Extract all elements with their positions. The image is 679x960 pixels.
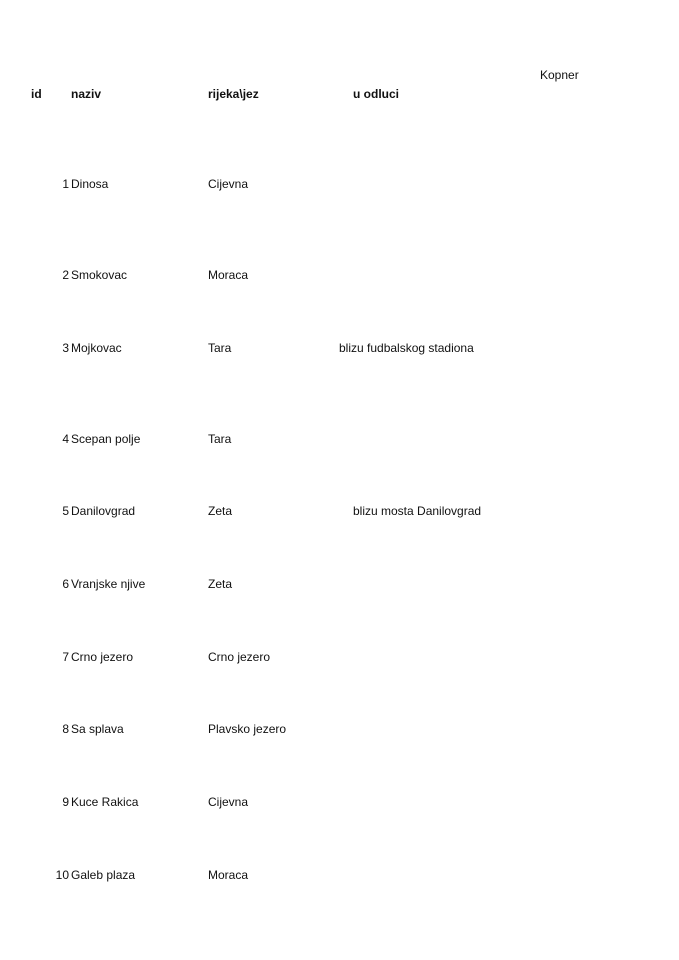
table-cell-naziv: Crno jezero bbox=[71, 650, 134, 664]
table-cell-rijeka: Moraca bbox=[208, 868, 249, 882]
table-cell-rijeka: Zeta bbox=[208, 504, 233, 518]
table-cell-naziv: Mojkovac bbox=[71, 341, 122, 355]
column-header-rijeka: rijeka\jez bbox=[208, 87, 259, 101]
table-cell-naziv: Smokovac bbox=[71, 268, 128, 282]
table-cell-id: 6 bbox=[62, 577, 69, 591]
column-header-naziv: naziv bbox=[71, 87, 102, 101]
table-cell-odluka: blizu mosta Danilovgrad bbox=[353, 504, 482, 518]
table-cell-naziv: Dinosa bbox=[71, 177, 109, 191]
table-cell-odluka: blizu fudbalskog stadiona bbox=[339, 341, 474, 355]
table-cell-naziv: Danilovgrad bbox=[71, 504, 136, 518]
column-header-id: id bbox=[31, 87, 42, 101]
table-cell-id: 8 bbox=[62, 722, 69, 736]
table-cell-rijeka: Plavsko jezero bbox=[208, 722, 287, 736]
table-cell-rijeka: Tara bbox=[208, 432, 232, 446]
table-cell-naziv: Vranjske njive bbox=[71, 577, 146, 591]
table-cell-naziv: Kuce Rakica bbox=[71, 795, 139, 809]
table-cell-id: 3 bbox=[62, 341, 69, 355]
table-cell-rijeka: Crno jezero bbox=[208, 650, 271, 664]
table-cell-id: 7 bbox=[62, 650, 69, 664]
column-header-odluka: u odluci bbox=[353, 87, 399, 101]
table-cell-naziv: Scepan polje bbox=[71, 432, 141, 446]
table-cell-rijeka: Cijevna bbox=[208, 177, 249, 191]
table-cell-id: 10 bbox=[55, 868, 69, 882]
table-cell-id: 9 bbox=[62, 795, 69, 809]
table-cell-id: 4 bbox=[62, 432, 69, 446]
table-cell-rijeka: Zeta bbox=[208, 577, 233, 591]
table-cell-id: 2 bbox=[62, 268, 69, 282]
column-header-kopner: Kopner bbox=[540, 68, 579, 82]
table-cell-id: 1 bbox=[62, 177, 69, 191]
table-cell-id: 5 bbox=[62, 504, 69, 518]
table-cell-naziv: Sa splava bbox=[71, 722, 124, 736]
table-cell-rijeka: Tara bbox=[208, 341, 232, 355]
table-cell-rijeka: Moraca bbox=[208, 268, 249, 282]
table-cell-naziv: Galeb plaza bbox=[71, 868, 136, 882]
table-cell-rijeka: Cijevna bbox=[208, 795, 249, 809]
